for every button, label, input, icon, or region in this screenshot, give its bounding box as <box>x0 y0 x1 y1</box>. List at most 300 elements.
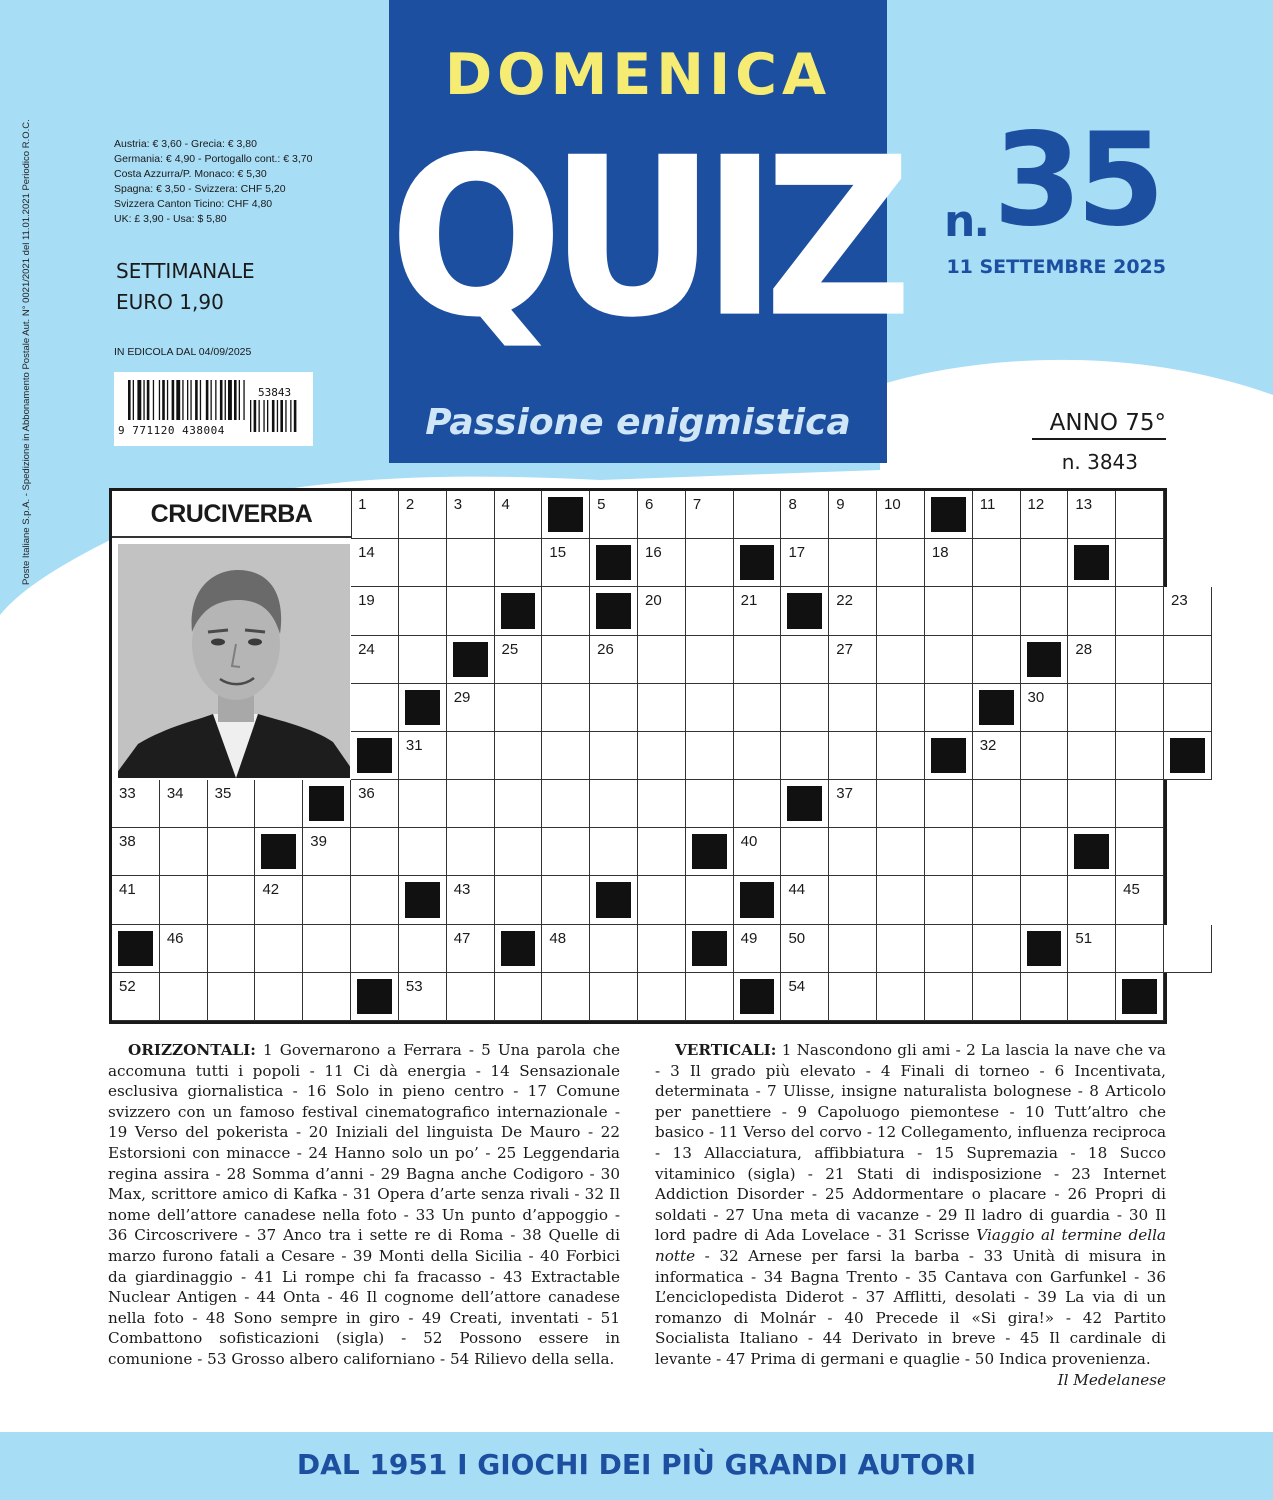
black-cell <box>686 925 734 973</box>
cell-number: 10 <box>884 496 901 513</box>
grid-cell[interactable] <box>1068 780 1116 828</box>
grid-cell[interactable] <box>686 587 734 635</box>
cell-number: 30 <box>1027 688 1045 706</box>
grid-cell[interactable] <box>542 828 590 876</box>
grid-cell[interactable] <box>351 925 399 973</box>
grid-cell[interactable] <box>638 539 686 587</box>
cell-number: 14 <box>358 544 375 562</box>
grid-cell[interactable] <box>399 828 447 876</box>
vertical-clues-head: VERTICALI: <box>675 1041 777 1059</box>
grid-cell[interactable] <box>208 925 256 973</box>
grid-cell[interactable] <box>351 780 399 828</box>
grid-cell[interactable] <box>1068 732 1116 780</box>
grid-cell[interactable] <box>973 491 1021 539</box>
price-line: UK: £ 3,90 - Usa: $ 5,80 <box>114 213 227 225</box>
black-square <box>118 931 153 966</box>
grid-cell[interactable] <box>638 684 686 732</box>
grid-cell[interactable] <box>399 539 447 587</box>
grid-cell[interactable] <box>829 828 877 876</box>
grid-cell[interactable] <box>1164 684 1212 732</box>
black-cell <box>1116 973 1164 1021</box>
black-square <box>405 882 440 917</box>
frequency: SETTIMANALE <box>116 259 255 283</box>
grid-cell[interactable] <box>1116 732 1164 780</box>
price-line: Costa Azzurra/P. Monaco: € 5,30 <box>114 168 267 180</box>
grid-cell[interactable] <box>638 732 686 780</box>
cell-number: 45 <box>1123 881 1140 899</box>
vertical-clues <box>655 1040 1166 1390</box>
black-cell <box>734 973 782 1021</box>
black-cell <box>495 925 543 973</box>
grid-cell[interactable] <box>399 491 447 539</box>
grid-cell[interactable] <box>781 732 829 780</box>
cell-number: 33 <box>119 785 136 803</box>
grid-cell[interactable] <box>495 491 543 539</box>
grid-cell[interactable] <box>877 636 925 684</box>
grid-cell[interactable] <box>877 973 925 1021</box>
black-square <box>1170 738 1205 773</box>
grid-cell[interactable] <box>399 925 447 973</box>
grid-cell[interactable] <box>829 587 877 635</box>
cell-number: 22 <box>836 592 853 610</box>
black-cell <box>399 684 447 732</box>
black-cell <box>255 828 303 876</box>
black-square <box>740 545 775 580</box>
cell-number: 53 <box>405 977 423 995</box>
barcode-addon-bar <box>290 400 291 432</box>
cell-number: 46 <box>166 929 184 947</box>
cell-number: 49 <box>740 929 758 947</box>
grid-cell[interactable] <box>734 828 782 876</box>
grid-cell[interactable] <box>495 539 543 587</box>
barcode-bar <box>228 380 232 420</box>
grid-cell[interactable] <box>542 876 590 924</box>
grid-cell[interactable] <box>925 828 973 876</box>
grid-cell[interactable] <box>208 828 256 876</box>
grid-cell[interactable] <box>351 684 399 732</box>
barcode-addon: 53843 <box>258 386 292 399</box>
barcode-bar <box>176 380 180 420</box>
grid-cell[interactable] <box>638 587 686 635</box>
grid-cell[interactable] <box>829 684 877 732</box>
grid-cell[interactable] <box>447 732 495 780</box>
cell-number: 21 <box>740 592 758 610</box>
black-cell <box>351 973 399 1021</box>
grid-cell[interactable] <box>925 684 973 732</box>
grid-cell[interactable] <box>255 876 303 924</box>
grid-cell[interactable] <box>638 636 686 684</box>
black-cell <box>1068 828 1116 876</box>
barcode-bar <box>167 380 168 420</box>
grid-cell[interactable] <box>973 828 1021 876</box>
cell-number: 32 <box>979 736 997 754</box>
grid-cell[interactable] <box>829 925 877 973</box>
grid-cell[interactable] <box>590 636 638 684</box>
grid-cell[interactable] <box>1068 587 1116 635</box>
grid-cell[interactable] <box>303 828 351 876</box>
grid-cell[interactable] <box>542 636 590 684</box>
grid-cell[interactable] <box>255 925 303 973</box>
grid-cell[interactable] <box>1068 973 1116 1021</box>
price-line: Austria: € 3,60 - Grecia: € 3,80 <box>114 138 257 150</box>
grid-cell[interactable] <box>638 876 686 924</box>
barcode-bar <box>211 380 212 420</box>
barcode-bar <box>182 380 183 420</box>
black-cell <box>351 732 399 780</box>
grid-cell[interactable] <box>734 491 782 539</box>
black-square <box>357 979 392 1014</box>
cell-number: 12 <box>1027 496 1045 513</box>
grid-cell[interactable] <box>1068 636 1116 684</box>
grid-cell[interactable] <box>351 491 399 539</box>
crossword-title: CRUCIVERBA <box>112 491 352 538</box>
grid-cell[interactable] <box>542 780 590 828</box>
barcode-bar <box>172 380 175 420</box>
black-cell <box>1164 732 1212 780</box>
barcode-bar <box>162 380 165 420</box>
grid-cell[interactable] <box>160 973 208 1021</box>
grid-cell[interactable] <box>925 539 973 587</box>
grid-cell[interactable] <box>447 684 495 732</box>
grid-cell[interactable] <box>734 925 782 973</box>
barcode-bar <box>128 380 131 420</box>
grid-cell[interactable] <box>160 876 208 924</box>
grid-cell[interactable] <box>1164 587 1212 635</box>
grid-cell[interactable] <box>160 780 208 828</box>
grid-cell[interactable] <box>590 973 638 1021</box>
cell-number: 37 <box>836 785 853 803</box>
grid-cell[interactable] <box>829 780 877 828</box>
barcode-addon-bar <box>277 400 278 432</box>
black-square <box>501 931 536 966</box>
grid-cell[interactable] <box>925 876 973 924</box>
grid-cell[interactable] <box>255 973 303 1021</box>
cell-number: 26 <box>597 640 614 658</box>
black-cell <box>734 876 782 924</box>
grid-cell[interactable] <box>112 780 160 828</box>
grid-cell[interactable] <box>1068 491 1116 539</box>
cell-number: 29 <box>453 688 471 706</box>
cell-number: 42 <box>262 881 280 899</box>
grid-cell[interactable] <box>686 684 734 732</box>
grid-cell[interactable] <box>973 636 1021 684</box>
barcode-bar <box>195 380 198 420</box>
barcode-bar <box>133 380 134 420</box>
grid-cell[interactable] <box>686 636 734 684</box>
black-square <box>1027 931 1062 966</box>
grid-cell[interactable] <box>973 587 1021 635</box>
grid-cell[interactable] <box>495 780 543 828</box>
grid-cell[interactable] <box>1116 876 1164 924</box>
vertical-clues-text: 1 Nascondono gli ami - 2 La lascia la nave che va - 3 Il grado più elevato - 4 Finali di torneo - 6 Incentivata, determinata - 7 Ulisse, insigne naturalista bolognese - 8 Articolo per panettiere - 9 Capoluogo piemontese - 10 Tutt’altro che basico - 11 Verso del corvo - 12 Collegamento, influenza reciproca - 13 Allacciatura, affibbiatura - 15 Supremazia - 18 Succo vitaminico (sigla) - 21 Stati di indisposizione - 23 Internet Addiction Disorder - 25 Addormentare o placare - 26 Propri di soldati - 27 Una meta di vacanze - 29 Il ladro di guardia - 30 Il lord padre di Ada Lovelace - 31 Scrisse <box>655 1041 1166 1245</box>
grid-cell[interactable] <box>590 491 638 539</box>
grid-cell[interactable] <box>1116 587 1164 635</box>
grid-cell[interactable] <box>973 780 1021 828</box>
grid-cell[interactable] <box>973 876 1021 924</box>
grid-cell[interactable] <box>877 684 925 732</box>
barcode-addon-bar <box>267 400 268 432</box>
grid-cell[interactable] <box>590 925 638 973</box>
grid-cell[interactable] <box>447 491 495 539</box>
masthead <box>389 0 899 463</box>
grid-cell[interactable] <box>1021 876 1069 924</box>
cell-number: 40 <box>740 833 758 851</box>
grid-cell[interactable] <box>829 876 877 924</box>
grid-cell[interactable] <box>686 973 734 1021</box>
grid-cell[interactable] <box>351 636 399 684</box>
grid-cell[interactable] <box>781 491 829 539</box>
black-square <box>740 882 775 917</box>
grid-cell[interactable] <box>1021 587 1069 635</box>
author-signature: Il Medelanese <box>1057 1370 1166 1389</box>
grid-cell[interactable] <box>1116 491 1164 539</box>
grid-cell[interactable] <box>590 732 638 780</box>
barcode-bar <box>187 380 188 420</box>
barcode-addon-bar <box>294 400 297 432</box>
grid-cell[interactable] <box>542 732 590 780</box>
crossword <box>109 488 1188 1024</box>
grid-cell[interactable] <box>1068 684 1116 732</box>
grid-cell[interactable] <box>638 973 686 1021</box>
grid-cell[interactable] <box>399 973 447 1021</box>
grid-cell[interactable] <box>1068 876 1116 924</box>
masthead-top: DOMENICA <box>444 42 832 108</box>
barcode-bar <box>143 380 144 420</box>
grid-cell[interactable] <box>638 925 686 973</box>
grid-cell[interactable] <box>877 587 925 635</box>
barcode-addon-bar <box>250 400 251 432</box>
grid-cell[interactable] <box>399 636 447 684</box>
grid-cell[interactable] <box>112 973 160 1021</box>
grid-cell[interactable] <box>877 539 925 587</box>
grid-cell[interactable] <box>973 539 1021 587</box>
grid-cell[interactable] <box>255 780 303 828</box>
grid-cell[interactable] <box>399 732 447 780</box>
grid-cell[interactable] <box>1021 491 1069 539</box>
grid-cell[interactable] <box>925 636 973 684</box>
grid-cell[interactable] <box>303 876 351 924</box>
black-square <box>931 738 966 773</box>
black-square <box>787 593 822 628</box>
grid-cell[interactable] <box>112 828 160 876</box>
black-square <box>357 738 392 773</box>
grid-cell[interactable] <box>877 732 925 780</box>
footer-banner <box>0 1432 1273 1500</box>
grid-cell[interactable] <box>877 780 925 828</box>
grid-cell[interactable] <box>925 587 973 635</box>
grid-cell[interactable] <box>829 973 877 1021</box>
grid-cell[interactable] <box>112 876 160 924</box>
masthead-tagline: Passione enigmistica <box>425 402 851 443</box>
grid-cell[interactable] <box>734 780 782 828</box>
black-square <box>931 497 966 532</box>
grid-cell[interactable] <box>638 491 686 539</box>
price-line: Spagna: € 3,50 - Svizzera: CHF 5,20 <box>114 183 286 195</box>
black-square <box>1074 834 1109 869</box>
grid-cell[interactable] <box>351 587 399 635</box>
grid-cell[interactable] <box>973 973 1021 1021</box>
black-cell <box>112 925 160 973</box>
grid-cell[interactable] <box>351 828 399 876</box>
grid-cell[interactable] <box>829 491 877 539</box>
grid-cell[interactable] <box>973 732 1021 780</box>
grid-cell[interactable] <box>1164 636 1212 684</box>
issue-year: ANNO 75° <box>1032 410 1166 440</box>
grid-cell[interactable] <box>925 780 973 828</box>
grid-cell[interactable] <box>495 732 543 780</box>
grid-cell[interactable] <box>542 539 590 587</box>
grid-cell[interactable] <box>399 780 447 828</box>
grid-cell[interactable] <box>495 636 543 684</box>
grid-cell[interactable] <box>1021 828 1069 876</box>
grid-cell[interactable] <box>590 828 638 876</box>
grid-cell[interactable] <box>925 973 973 1021</box>
grid-cell[interactable] <box>734 587 782 635</box>
price-line: Germania: € 4,90 - Portogallo cont.: € 3,70 <box>114 153 313 165</box>
cell-number: 3 <box>453 496 463 513</box>
cell-number: 52 <box>119 977 136 995</box>
grid-cell[interactable] <box>829 636 877 684</box>
grid-cell[interactable] <box>447 925 495 973</box>
on-sale-date: IN EDICOLA DAL 04/09/2025 <box>114 346 252 358</box>
grid-cell[interactable] <box>1021 684 1069 732</box>
grid-cell[interactable] <box>638 828 686 876</box>
grid-cell[interactable] <box>495 684 543 732</box>
grid-cell[interactable] <box>1116 828 1164 876</box>
grid-cell[interactable] <box>351 539 399 587</box>
grid-cell[interactable] <box>1116 780 1164 828</box>
cell-number: 50 <box>788 929 806 947</box>
grid-cell[interactable] <box>734 684 782 732</box>
grid-cell[interactable] <box>781 876 829 924</box>
grid-cell[interactable] <box>1068 925 1116 973</box>
black-cell <box>1068 539 1116 587</box>
grid-cell[interactable] <box>1116 925 1164 973</box>
grid-cell[interactable] <box>686 732 734 780</box>
grid-cell[interactable] <box>303 973 351 1021</box>
barcode-addon-bar <box>259 400 260 432</box>
grid-cell[interactable] <box>1021 780 1069 828</box>
grid-cell[interactable] <box>1021 539 1069 587</box>
grid-cell[interactable] <box>351 876 399 924</box>
black-cell <box>973 684 1021 732</box>
grid-cell[interactable] <box>208 973 256 1021</box>
grid-cell[interactable] <box>208 780 256 828</box>
grid-cell[interactable] <box>303 925 351 973</box>
black-square <box>979 690 1014 725</box>
grid-cell[interactable] <box>1116 636 1164 684</box>
barcode-bar <box>153 380 154 420</box>
grid-cell[interactable] <box>1164 925 1212 973</box>
foreign-prices <box>114 137 312 227</box>
grid-cell[interactable] <box>734 636 782 684</box>
grid-cell[interactable] <box>781 973 829 1021</box>
grid-cell[interactable] <box>447 539 495 587</box>
grid-cell[interactable] <box>447 828 495 876</box>
cell-number: 38 <box>119 833 136 851</box>
cell-number: 15 <box>549 544 567 562</box>
black-cell <box>1021 925 1069 973</box>
grid-cell[interactable] <box>877 925 925 973</box>
masthead-title: QUIZ <box>389 111 899 367</box>
grid-cell[interactable] <box>542 925 590 973</box>
cell-number: 25 <box>501 640 519 658</box>
grid-cell[interactable] <box>829 732 877 780</box>
grid-cell[interactable] <box>160 925 208 973</box>
grid-cell[interactable] <box>686 876 734 924</box>
grid-cell[interactable] <box>781 539 829 587</box>
grid-cell[interactable] <box>877 828 925 876</box>
grid-cell[interactable] <box>447 973 495 1021</box>
cell-number: 9 <box>836 496 845 513</box>
grid-cell[interactable] <box>781 925 829 973</box>
cell-number: 41 <box>119 881 136 899</box>
grid-cell[interactable] <box>973 925 1021 973</box>
barcode-addon-bar <box>254 400 257 432</box>
grid-cell[interactable] <box>447 780 495 828</box>
grid-cell[interactable] <box>447 876 495 924</box>
black-square <box>596 545 631 580</box>
grid-cell[interactable] <box>542 587 590 635</box>
grid-cell[interactable] <box>686 539 734 587</box>
black-square <box>405 690 440 725</box>
grid-cell[interactable] <box>495 828 543 876</box>
grid-cell[interactable] <box>495 876 543 924</box>
grid-cell[interactable] <box>1116 539 1164 587</box>
black-square <box>787 786 822 821</box>
cell-number: 18 <box>931 544 949 562</box>
grid-cell[interactable] <box>1021 732 1069 780</box>
grid-cell[interactable] <box>590 780 638 828</box>
grid-cell[interactable] <box>638 780 686 828</box>
cover-price: EURO 1,90 <box>116 290 224 314</box>
horizontal-clues <box>108 1040 620 1370</box>
barcode-addon-bar <box>285 400 286 432</box>
grid-cell[interactable] <box>208 876 256 924</box>
grid-cell[interactable] <box>686 491 734 539</box>
grid-cell[interactable] <box>447 587 495 635</box>
grid-cell[interactable] <box>495 973 543 1021</box>
grid-cell[interactable] <box>1116 684 1164 732</box>
barcode-bar <box>159 380 160 420</box>
grid-cell[interactable] <box>1021 973 1069 1021</box>
grid-cell[interactable] <box>399 587 447 635</box>
grid-cell[interactable] <box>590 684 638 732</box>
grid-cell[interactable] <box>781 684 829 732</box>
grid-cell[interactable] <box>686 780 734 828</box>
grid-cell[interactable] <box>734 732 782 780</box>
vertical-clues-book-title: Viaggio al termine della notte <box>655 1226 1166 1265</box>
grid-cell[interactable] <box>829 539 877 587</box>
grid-cell[interactable] <box>781 636 829 684</box>
grid-cell[interactable] <box>877 491 925 539</box>
barcode-bar <box>190 380 191 420</box>
issue-date: 11 SETTEMBRE 2025 <box>946 256 1166 278</box>
black-cell <box>590 876 638 924</box>
grid-cell[interactable] <box>877 876 925 924</box>
price-line: Svizzera Canton Ticino: CHF 4,80 <box>114 198 273 210</box>
grid-cell[interactable] <box>781 828 829 876</box>
cell-number: 7 <box>692 496 702 513</box>
barcode-bar <box>239 380 240 420</box>
grid-cell[interactable] <box>925 925 973 973</box>
grid-cell[interactable] <box>542 973 590 1021</box>
grid-cell[interactable] <box>542 684 590 732</box>
cell-number: 44 <box>788 881 806 899</box>
cell-number: 28 <box>1075 640 1093 658</box>
grid-cell[interactable] <box>160 828 208 876</box>
black-cell <box>399 876 447 924</box>
